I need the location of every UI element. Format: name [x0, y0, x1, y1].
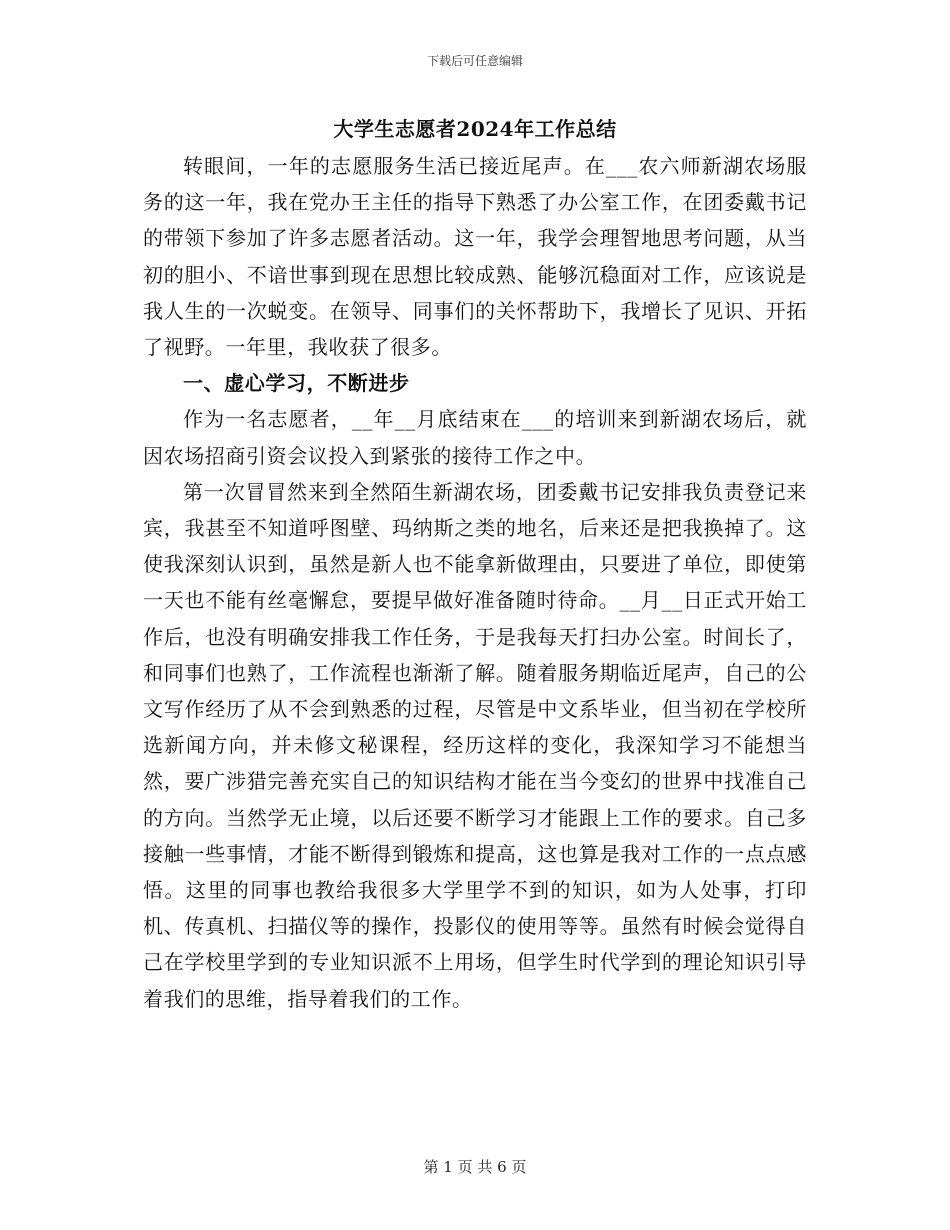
section-heading: 一、虚心学习，不断进步	[183, 371, 410, 396]
page-header-note: 下载后可任意编辑	[426, 54, 523, 68]
page-footer-number: 第 1 页 共 6 页	[423, 1158, 527, 1176]
body-paragraph: 第一次冒冒然来到全然陌生新湖农场，团委戴书记安排我负责登记来宾，我甚至不知道呼图壁、玛纳斯之类的地名，后来还是把我换掉了。这使我深刻认识到，虽然是新人也不能拿新做理由，只要进了单位，即使第一天也不能有丝毫懈怠，要提早做好准备随时待命。__月__日正式开始工作后，也没有明确安排我工作任务，于是我每天打扫办公室。时间长了，和同事们也熟了，工作流程也渐渐了解。随着服务期临近尾声，自己的公文写作经历了从不会到熟悉的过程，尽管是中文系毕业，但当初在学校所选新闻方向，并未修文秘课程，经历这样的变化，我深知学习不能想当然，要广涉猎完善充实自己的知识结构才能在当今变幻的世界中找准自己的方向。当然学无止境，以后还要不断学习才能跟上工作的要求。自己多接触一些事情，才能不断得到锻炼和提高，这也算是我对工作的一点点感悟。这里的同事也教给我很多大学里学不到的知识，如为人处事，打印机、传真机、扫描仪等的操作，投影仪的使用等等。虽然有时候会觉得自己在学校里学到的专业知识派不上用场，但学生时代学到的理论知识引导着我们的思维，指导着我们的工作。	[143, 479, 807, 1011]
body-paragraph: 作为一名志愿者，__年__月底结束在___的培训来到新湖农场后，就因农场招商引资会议投入到紧张的接待工作之中。	[143, 407, 807, 468]
intro-paragraph: 转眼间，一年的志愿服务生活已接近尾声。在___农六师新湖农场服务的这一年，我在党办王主任的指导下熟悉了办公室工作，在团委戴书记的带领下参加了许多志愿者活动。这一年，我学会理智地思考问题，从当初的胆小、不谙世事到现在思想比较成熟、能够沉稳面对工作，应该说是我人生的一次蜕变。在领导、同事们的关怀帮助下，我增长了见识、开拓了视野。一年里，我收获了很多。	[143, 154, 807, 360]
document-body	[143, 112, 807, 1017]
document-title: 大学生志愿者2024年工作总结	[333, 117, 617, 141]
